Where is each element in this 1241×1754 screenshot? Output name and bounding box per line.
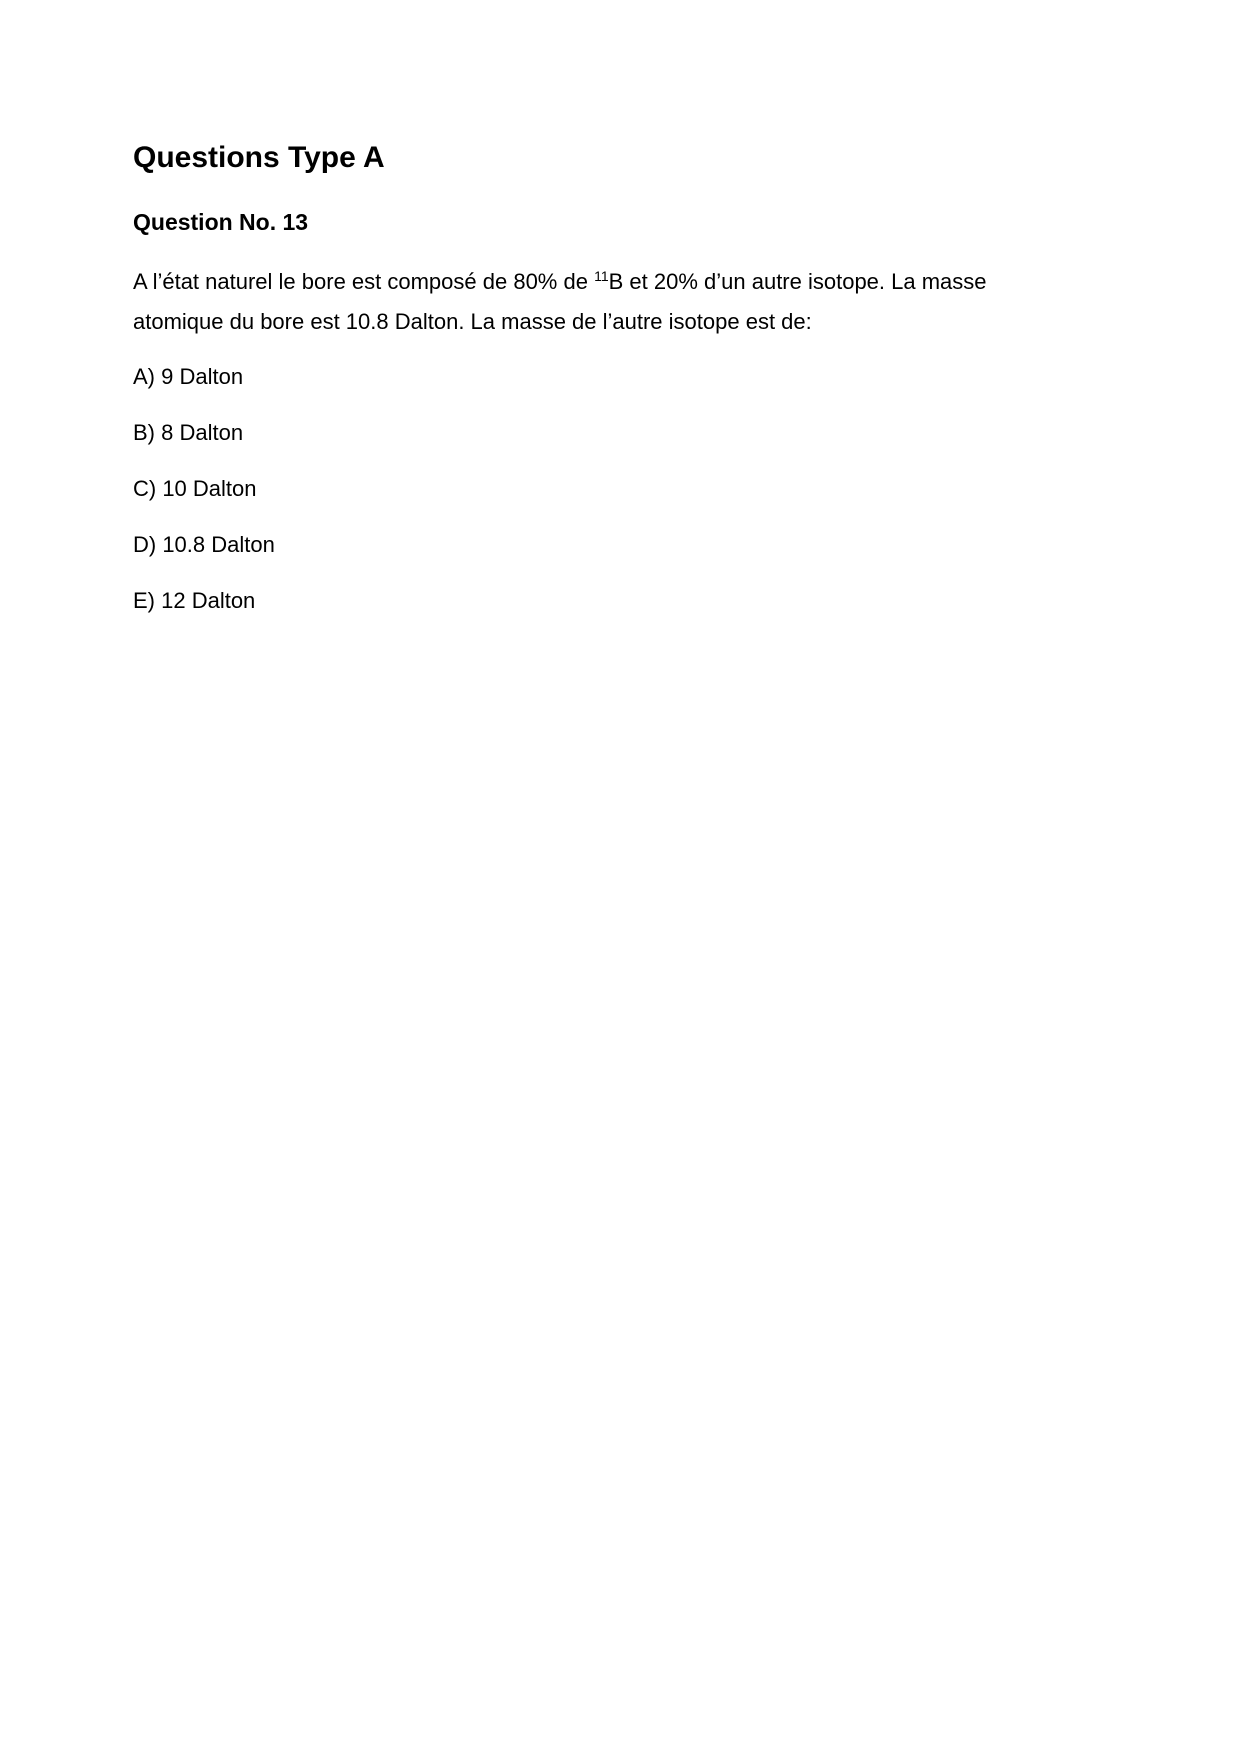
answer-option-d: D) 10.8 Dalton bbox=[133, 532, 275, 557]
isotope-mass-superscript: 11 bbox=[594, 268, 609, 284]
answer-options-list bbox=[133, 364, 1121, 614]
answer-option-c: C) 10 Dalton bbox=[133, 476, 257, 501]
answer-option-b: B) 8 Dalton bbox=[133, 420, 244, 445]
page-content bbox=[0, 0, 1241, 614]
section-title: Questions Type A bbox=[133, 141, 385, 174]
question-text-before-isotope: A l’état naturel le bore est composé de 80% de bbox=[133, 269, 595, 294]
answer-option-a: A) 9 Dalton bbox=[133, 364, 244, 389]
answer-option-e: E) 12 Dalton bbox=[133, 588, 256, 613]
question-text-after-isotope: B et 20% d’un autre isotope. La masse atomique du bore est 10.8 Dalton. La masse de l’autre isotope est de: bbox=[133, 269, 987, 334]
question-number-heading: Question No. 13 bbox=[133, 209, 309, 235]
question-text bbox=[133, 262, 1018, 342]
